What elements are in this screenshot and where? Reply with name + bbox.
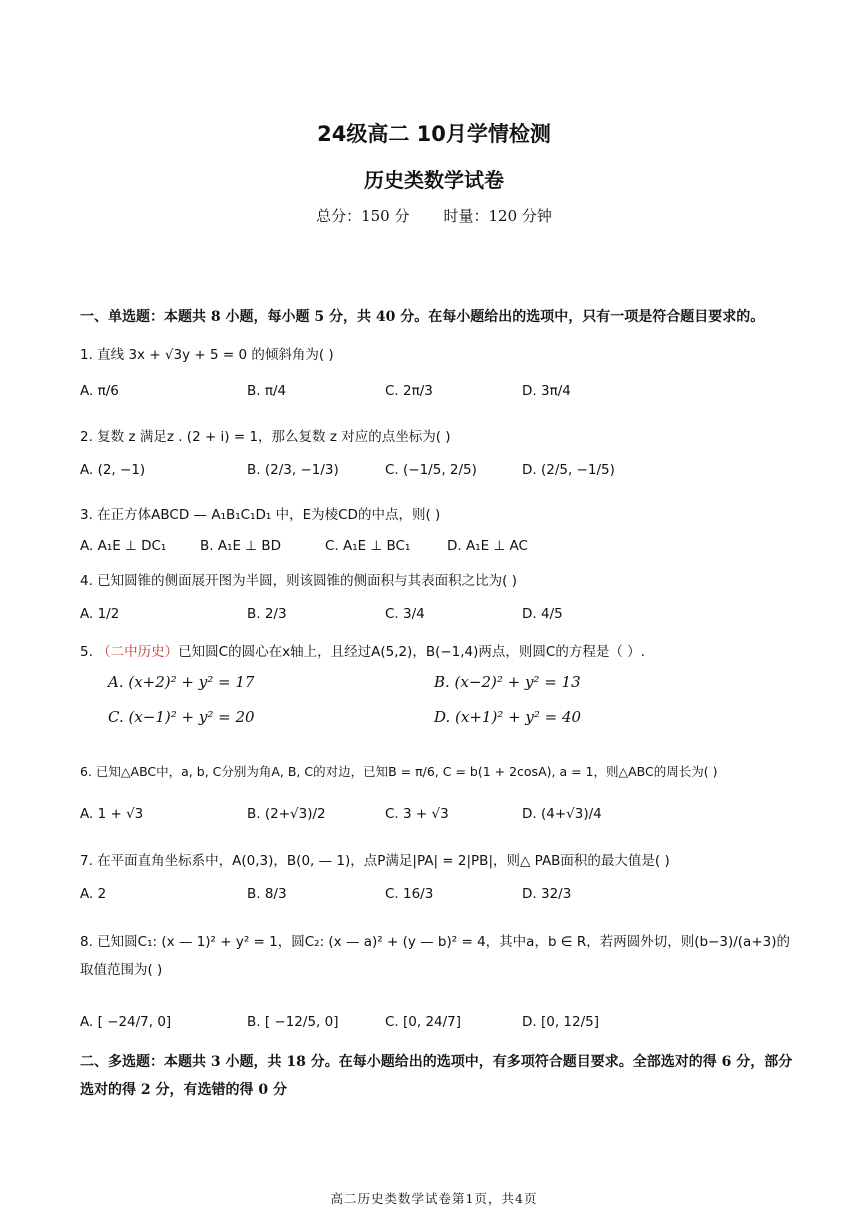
question-1-options: [80, 383, 800, 413]
question-7-options: [80, 886, 800, 916]
section-heading-multi-choice: 二、多选题：本题共 3 小题，共 18 分。在每小题给出的选项中，有多项符合题目要求。全部选对的得 6 分，部分选对的得 2 分，有选错的得 0 分: [80, 1054, 793, 1098]
question-8-options: [80, 1014, 800, 1044]
exam-title: 24级高二 10月学情检测: [317, 122, 551, 146]
question-8-stem: 8. 已知圆C₁: (x — 1)² + y² = 1，圆C₂: (x — a)² + (y — b)² = 4，其中a，b ∈ R，若两圆外切，则(b−3)/(a+3)的取值范围为( ): [80, 934, 790, 978]
question-5-option-c: C. (x−1)² + y² = 20: [108, 708, 255, 726]
question-8-option-c: C. [0, 24/7]: [385, 1014, 462, 1030]
question-2-option-c: C. (−1/5, 2/5): [385, 462, 477, 478]
question-3-option-b: B. A₁E ⊥ BD: [200, 538, 282, 554]
question-3-stem: 3. 在正方体ABCD — A₁B₁C₁D₁ 中，E为棱CD的中点，则( ): [80, 507, 441, 523]
question-7-option-a: A. 2: [80, 886, 107, 902]
question-5-number: 5.: [80, 644, 98, 660]
question-6-option-b: B. (2+√3)/2: [247, 806, 326, 822]
question-4-option-b: B. 2/3: [247, 606, 287, 622]
question-3-option-d: D. A₁E ⊥ AC: [447, 538, 528, 554]
question-1-option-c: C. 2π/3: [385, 383, 433, 399]
question-5-text: 已知圆C的圆心在x轴上，且经过A(5,2)，B(−1,4)两点，则圆C的方程是（ ）.: [178, 644, 645, 660]
question-2-option-d: D. (2/5, −1/5): [522, 462, 615, 478]
question-8-option-d: D. [0, 12/5]: [522, 1014, 599, 1030]
question-4-options: [80, 606, 800, 636]
question-6-option-d: D. (4+√3)/4: [522, 806, 602, 822]
exam-meta: [0, 205, 868, 226]
question-5-option-b: B. (x−2)² + y² = 13: [434, 673, 581, 691]
question-5-options-row-1: [108, 673, 728, 701]
question-6-option-a: A. 1 + √3: [80, 806, 144, 822]
question-4-option-c: C. 3/4: [385, 606, 425, 622]
question-2-options: [80, 462, 800, 492]
question-4-stem: 4. 已知圆锥的侧面展开图为半圆，则该圆锥的侧面积与其表面积之比为( ): [80, 573, 517, 589]
question-3-option-c: C. A₁E ⊥ BC₁: [325, 538, 411, 554]
question-5-option-a: A. (x+2)² + y² = 17: [108, 673, 255, 691]
question-4-option-a: A. 1/2: [80, 606, 120, 622]
question-5-option-d: D. (x+1)² + y² = 40: [434, 708, 582, 726]
question-7-stem: 7. 在平面直角坐标系中，A(0,3)，B(0, — 1)，点P满足|PA| = 2|PB|，则△ PAB面积的最大值是( ): [80, 853, 670, 869]
question-5-source-tag: （二中历史）: [97, 644, 179, 660]
question-3-option-a: A. A₁E ⊥ DC₁: [80, 538, 167, 554]
question-6-stem: 6. 已知△ABC中，a, b, C分别为角A, B, C的对边，已知B = π/6, C = b(1 + 2cosA), a = 1，则△ABC的周长为( ): [80, 764, 718, 779]
section-heading-single-choice: 一、单选题：本题共 8 小题，每小题 5 分，共 40 分。在每小题给出的选项中，只有一项是符合题目要求的。: [80, 309, 765, 325]
question-4-option-d: D. 4/5: [522, 606, 563, 622]
page-footer: 高二历史类数学试卷第1页，共4页: [330, 1191, 538, 1206]
question-6-option-c: C. 3 + √3: [385, 806, 449, 822]
question-2-option-b: B. (2/3, −1/3): [247, 462, 339, 478]
question-8-option-a: A. [ −24/7, 0]: [80, 1014, 172, 1030]
question-5-stem: [80, 640, 800, 660]
question-1-option-a: A. π/6: [80, 383, 119, 399]
question-7-option-d: D. 32/3: [522, 886, 572, 902]
question-1-option-b: B. π/4: [247, 383, 287, 399]
time-limit: 时量：120 分钟: [443, 207, 552, 225]
question-3-options: [80, 538, 800, 568]
question-2-stem: 2. 复数 z 满足z . (2 + i) = 1，那么复数 z 对应的点坐标为( ): [80, 429, 451, 445]
question-7-option-b: B. 8/3: [247, 886, 287, 902]
question-8-option-b: B. [ −12/5, 0]: [247, 1014, 339, 1030]
question-2-option-a: A. (2, −1): [80, 462, 146, 478]
question-1-stem: 1. 直线 3x + √3y + 5 = 0 的倾斜角为( ): [80, 347, 334, 363]
question-7-option-c: C. 16/3: [385, 886, 434, 902]
question-6-options: [80, 806, 800, 836]
question-1-option-d: D. 3π/4: [522, 383, 571, 399]
question-5-options-row-2: [108, 708, 728, 736]
total-score: 总分：150 分: [316, 207, 410, 225]
exam-subtitle: 历史类数学试卷: [364, 168, 504, 192]
